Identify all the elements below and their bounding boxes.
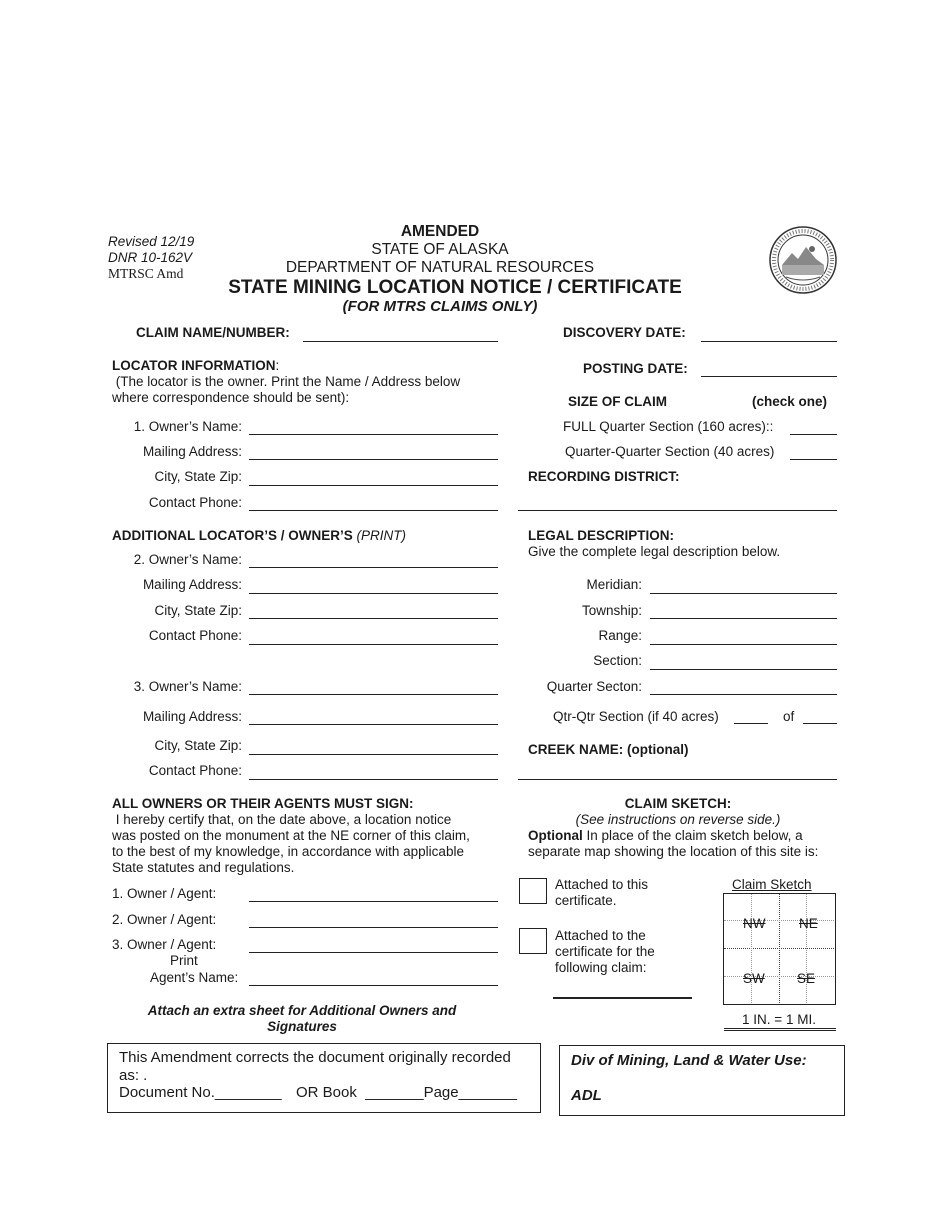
or-book-page-field[interactable]: OR Book _______Page_______ — [296, 1084, 518, 1101]
attach-note-1: Attach an extra sheet for Additional Owners and — [147, 1003, 457, 1018]
claim-name-field[interactable] — [303, 341, 498, 342]
sketch-quarter-divider-v1 — [751, 894, 752, 1003]
owner3-mailing-field[interactable] — [249, 724, 498, 725]
attached-claim-label-2: certificate for the — [555, 944, 655, 959]
locator-note-1: (The locator is the owner. Print the Name / Address below — [112, 374, 461, 389]
sketch-instructions-note: (See instructions on reverse side.) — [575, 812, 781, 827]
discovery-date-label: DISCOVERY DATE: — [563, 325, 686, 340]
owner2-mailing-label: Mailing Address: — [142, 577, 242, 592]
full-quarter-label: FULL Quarter Section (160 acres):: — [563, 419, 774, 434]
state-name: STATE OF ALASKA — [371, 241, 509, 258]
optional-text-2: separate map showing the location of this site is: — [528, 844, 819, 859]
page-title: STATE MINING LOCATION NOTICE / CERTIFICATE — [228, 277, 682, 298]
form-number: DNR 10-162V — [108, 250, 193, 265]
section-field[interactable] — [650, 669, 837, 670]
agent3-signature-field[interactable] — [249, 952, 498, 953]
meridian-field[interactable] — [650, 593, 837, 594]
owner1-name-label: 1. Owner’s Name: — [133, 419, 242, 434]
claim-sketch-heading: CLAIM SKETCH: — [624, 796, 732, 811]
quarter-section-field[interactable] — [650, 694, 837, 695]
agent3-label: 3. Owner / Agent: — [112, 937, 217, 952]
owner1-city-label: City, State Zip: — [154, 469, 242, 484]
owner3-city-label: City, State Zip: — [154, 738, 242, 753]
owner1-mailing-field[interactable] — [249, 459, 498, 460]
amendment-text-1: This Amendment corrects the document originally recorded — [119, 1049, 511, 1066]
recording-district-label: RECORDING DISTRICT: — [528, 469, 680, 484]
owner2-name-field[interactable] — [249, 567, 498, 568]
optional-label: Optional — [528, 828, 583, 843]
owner1-phone-field[interactable] — [249, 510, 498, 511]
owner2-mailing-field[interactable] — [249, 593, 498, 594]
owner2-name-label: 2. Owner’s Name: — [133, 552, 242, 567]
owner2-city-field[interactable] — [249, 618, 498, 619]
agent-name-field[interactable] — [249, 985, 498, 986]
owner3-mailing-label: Mailing Address: — [142, 709, 242, 724]
sign-heading: ALL OWNERS OR THEIR AGENTS MUST SIGN: — [112, 796, 414, 811]
agent1-label: 1. Owner / Agent: — [112, 886, 217, 901]
attached-claim-label-3: following claim: — [555, 960, 647, 975]
quadrant-sw: SW — [743, 971, 765, 986]
discovery-date-field[interactable] — [701, 341, 837, 342]
locator-colon: : — [275, 358, 280, 373]
owner3-city-field[interactable] — [249, 754, 498, 755]
document-number-field[interactable]: Document No.________ — [119, 1084, 282, 1101]
revised-date: Revised 12/19 — [108, 234, 195, 249]
agent1-signature-field[interactable] — [249, 901, 498, 902]
owner2-phone-field[interactable] — [249, 644, 498, 645]
department-name: DEPARTMENT OF NATURAL RESOURCES — [285, 259, 595, 276]
attached-certificate-checkbox[interactable] — [519, 878, 547, 904]
certify-line-2: was posted on the monument at the NE corner of this claim, — [112, 828, 470, 843]
page-subtitle: (FOR MTRS CLAIMS ONLY) — [342, 298, 538, 315]
owner3-name-label: 3. Owner’s Name: — [133, 679, 242, 694]
amendment-text-2: as: . — [119, 1067, 148, 1084]
owner1-name-field[interactable] — [249, 434, 498, 435]
township-label: Township: — [581, 603, 642, 618]
additional-heading: ADDITIONAL LOCATOR’S / OWNER’S — [112, 528, 353, 543]
print-label: Print — [170, 953, 198, 968]
full-quarter-check-field[interactable] — [790, 434, 837, 435]
claim-name-label: CLAIM NAME/NUMBER: — [136, 325, 290, 340]
quadrant-ne: NE — [799, 916, 818, 931]
form-code: MTRSC Amd — [108, 266, 184, 281]
following-claim-field[interactable] — [553, 997, 692, 999]
owner1-phone-label: Contact Phone: — [148, 495, 242, 510]
range-label: Range: — [598, 628, 642, 643]
recording-district-field[interactable] — [518, 510, 837, 511]
qtr-qtr-of-field[interactable] — [803, 723, 837, 724]
creek-name-field[interactable] — [518, 779, 837, 780]
legal-description-heading: LEGAL DESCRIPTION: — [528, 528, 675, 543]
posting-date-field[interactable] — [701, 376, 837, 377]
quarter-section-label: Quarter Secton: — [546, 679, 642, 694]
sketch-quarter-divider-v2 — [806, 894, 807, 1003]
owner3-phone-label: Contact Phone: — [148, 763, 242, 778]
owner2-city-label: City, State Zip: — [154, 603, 242, 618]
agent-name-label: Agent’s Name: — [150, 970, 239, 985]
sketch-horizontal-divider — [724, 948, 834, 949]
optional-text-1: In place of the claim sketch below, a — [582, 828, 803, 843]
attached-certificate-label-2: certificate. — [555, 893, 617, 908]
owner3-name-field[interactable] — [249, 694, 498, 695]
certify-line-4: State statutes and regulations. — [112, 860, 295, 875]
attached-claim-label-1: Attached to the — [555, 928, 646, 943]
qtr-qtr-label: Qtr-Qtr Section (if 40 acres) — [553, 709, 719, 724]
locator-note-2: where correspondence should be sent): — [112, 390, 350, 405]
certify-line-1: I hereby certify that, on the date above, a location notice — [112, 812, 452, 827]
qtr-qtr-field[interactable] — [734, 723, 768, 724]
division-label: Div of Mining, Land & Water Use: — [571, 1052, 807, 1069]
legal-description-note: Give the complete legal description below. — [528, 544, 781, 559]
attached-certificate-label-1: Attached to this — [555, 877, 649, 892]
certify-line-3: to the best of my knowledge, in accordance with applicable — [112, 844, 464, 859]
range-field[interactable] — [650, 644, 837, 645]
posting-date-label: POSTING DATE: — [583, 361, 688, 376]
sketch-scale: 1 IN. = 1 MI. — [742, 1012, 816, 1027]
claim-sketch-title: Claim Sketch — [732, 877, 812, 892]
adl-label: ADL — [571, 1087, 602, 1104]
size-of-claim-label: SIZE OF CLAIM — [568, 394, 667, 409]
owner3-phone-field[interactable] — [249, 779, 498, 780]
amended-label: AMENDED — [400, 223, 480, 240]
meridian-label: Meridian: — [586, 577, 642, 592]
scale-bar — [724, 1028, 836, 1031]
check-one-label: (check one) — [752, 394, 828, 409]
creek-name-label: CREEK NAME: (optional) — [528, 742, 689, 757]
quarter-quarter-label: Quarter-Quarter Section (40 acres) — [565, 444, 775, 459]
attach-note-2: Signatures — [267, 1019, 337, 1034]
attached-claim-checkbox[interactable] — [519, 928, 547, 954]
section-label: Section: — [593, 653, 642, 668]
quarter-quarter-check-field[interactable] — [790, 459, 837, 460]
agent2-label: 2. Owner / Agent: — [112, 912, 217, 927]
alaska-seal-icon — [768, 225, 838, 295]
owner1-city-field[interactable] — [249, 485, 498, 486]
additional-print-note: (PRINT) — [356, 528, 407, 543]
sketch-quarter-divider-h2 — [724, 976, 834, 977]
quadrant-nw: NW — [743, 916, 766, 931]
owner1-mailing-label: Mailing Address: — [142, 444, 242, 459]
quadrant-se: SE — [797, 971, 816, 986]
locator-heading: LOCATOR INFORMATION — [112, 358, 276, 373]
of-label: of — [783, 709, 795, 724]
owner2-phone-label: Contact Phone: — [148, 628, 242, 643]
township-field[interactable] — [650, 618, 837, 619]
agent2-signature-field[interactable] — [249, 927, 498, 928]
